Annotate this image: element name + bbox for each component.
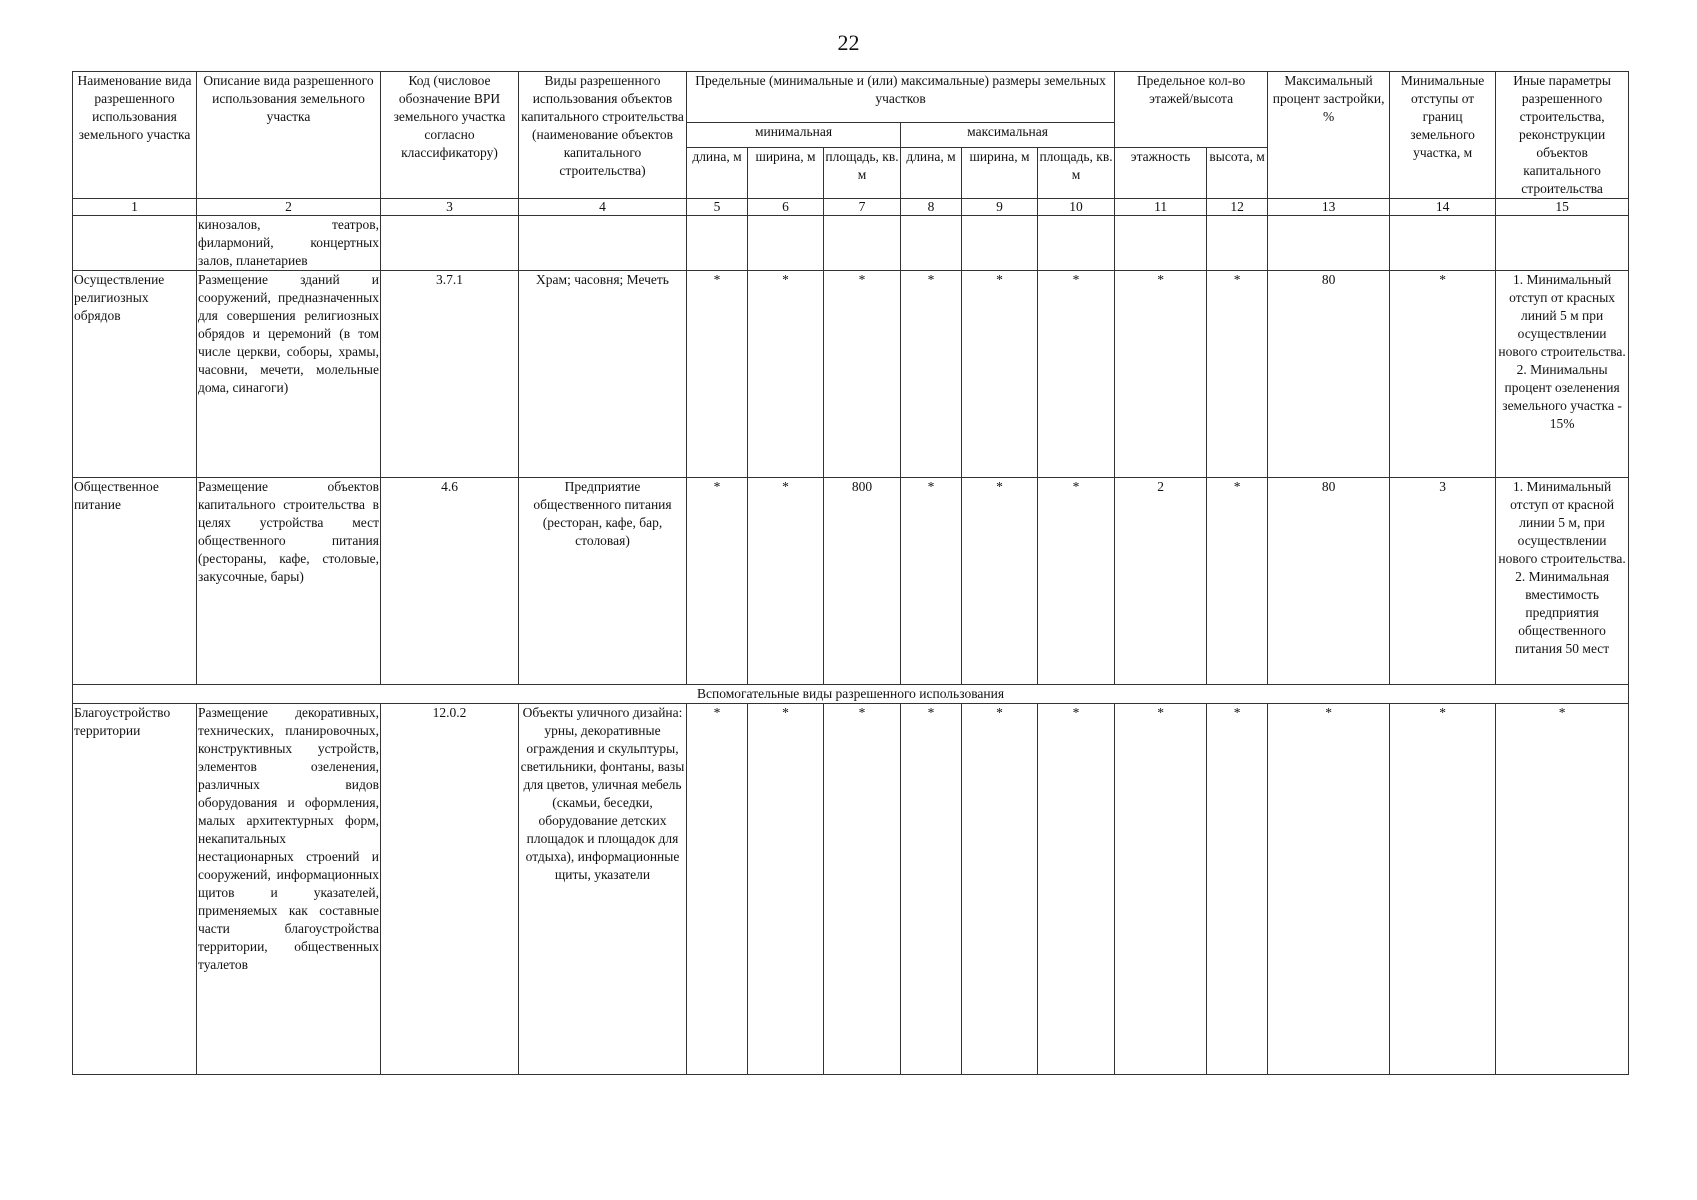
zoning-regulations-table — [72, 71, 1629, 1075]
section-row — [73, 685, 1629, 704]
column-number: 4 — [519, 199, 687, 216]
max-width-value: * — [962, 271, 1038, 478]
column-number: 11 — [1115, 199, 1207, 216]
header-code: Код (числовое обозначение ВРИ земельного участка согласно классификатору) — [381, 72, 519, 199]
use-name — [73, 216, 197, 271]
use-objects — [519, 216, 687, 271]
max-area-value: * — [1038, 271, 1115, 478]
max-length-value: * — [901, 478, 962, 685]
column-number: 8 — [901, 199, 962, 216]
header-max-width: ширина, м — [962, 148, 1038, 199]
column-number: 12 — [1207, 199, 1268, 216]
header-plot-size: Предельные (минимальные и (или) максимальные) размеры земельных участков — [687, 72, 1115, 123]
header-name: Наименование вида разрешенного использования земельного участка — [73, 72, 197, 199]
header-min-setback: Минимальные отступы от границ земельного участка, м — [1390, 72, 1496, 199]
column-number: 13 — [1268, 199, 1390, 216]
use-description: Размещение объектов капитального строительства в целях устройства мест общественного питания (рестораны, кафе, столовые, закусочные, бары) — [197, 478, 381, 685]
coverage-value: 80 — [1268, 271, 1390, 478]
column-number: 9 — [962, 199, 1038, 216]
max-length-value — [901, 216, 962, 271]
other-params — [1496, 216, 1629, 271]
use-code — [381, 216, 519, 271]
coverage-value — [1268, 216, 1390, 271]
max-area-value — [1038, 216, 1115, 271]
header-objects: Виды разрешенного использования объектов капитального строительства (наименование объектов капитального строительства) — [519, 72, 687, 199]
header-min-length: длина, м — [687, 148, 748, 199]
use-description: кинозалов, театров, филармоний, концертных залов, планетариев — [197, 216, 381, 271]
min-length-value — [687, 216, 748, 271]
header-description: Описание вида разрешенного использования земельного участка — [197, 72, 381, 199]
max-width-value — [962, 216, 1038, 271]
use-code: 12.0.2 — [381, 704, 519, 1075]
other-params: 1. Минимальный отступ от красной линии 5 м, при осуществлении нового строительства. 2. Минимальная вместимость предприятия общественного питания 50 мест — [1496, 478, 1629, 685]
min-width-value — [748, 216, 824, 271]
coverage-value: * — [1268, 704, 1390, 1075]
header-other-params: Иные параметры разрешенного строительства, реконструкции объектов капитального строительства — [1496, 72, 1629, 199]
floors-value: * — [1115, 271, 1207, 478]
column-number: 1 — [73, 199, 197, 216]
use-objects: Объекты уличного дизайна: урны, декоративные ограждения и скульптуры, светильники, фонтаны, вазы для цветов, уличная мебель (скамьи, беседки, оборудование детских площадок и площадок для отдыха), информационные щиты, указатели — [519, 704, 687, 1075]
other-params: * — [1496, 704, 1629, 1075]
column-number: 2 — [197, 199, 381, 216]
header-max-coverage: Максимальный процент застройки, % — [1268, 72, 1390, 199]
header-max-area: площадь, кв. м — [1038, 148, 1115, 199]
column-number: 3 — [381, 199, 519, 216]
height-value: * — [1207, 704, 1268, 1075]
use-code: 3.7.1 — [381, 271, 519, 478]
min-width-value: * — [748, 704, 824, 1075]
column-number: 5 — [687, 199, 748, 216]
setback-value: * — [1390, 271, 1496, 478]
header-min-area: площадь, кв. м — [824, 148, 901, 199]
use-name: Осуществление религиозных обрядов — [73, 271, 197, 478]
setback-value: 3 — [1390, 478, 1496, 685]
min-area-value: * — [824, 271, 901, 478]
max-width-value: * — [962, 478, 1038, 685]
min-area-value: 800 — [824, 478, 901, 685]
min-length-value: * — [687, 704, 748, 1075]
header-maximum: максимальная — [901, 122, 1115, 148]
other-params: 1. Минимальный отступ от красных линий 5 м при осуществлении нового строительства. 2. Минимальны процент озеленения земельного участка - 15% — [1496, 271, 1629, 478]
height-value: * — [1207, 271, 1268, 478]
setback-value: * — [1390, 704, 1496, 1075]
use-name: Общественное питание — [73, 478, 197, 685]
max-width-value: * — [962, 704, 1038, 1075]
column-numbers-row — [73, 199, 1629, 216]
page-number: 22 — [837, 30, 860, 55]
header-floors-height: Предельное кол-во этажей/высота — [1115, 72, 1268, 148]
column-number: 6 — [748, 199, 824, 216]
min-width-value: * — [748, 271, 824, 478]
floors-value: 2 — [1115, 478, 1207, 685]
coverage-value: 80 — [1268, 478, 1390, 685]
height-value — [1207, 216, 1268, 271]
floors-value: * — [1115, 704, 1207, 1075]
table-row — [73, 478, 1629, 685]
column-number: 14 — [1390, 199, 1496, 216]
max-length-value: * — [901, 704, 962, 1075]
floors-value — [1115, 216, 1207, 271]
use-description: Размещение декоративных, технических, планировочных, конструктивных устройств, элементов озеленения, различных видов оборудования и оформления, малых архитектурных форм, некапитальных нестационарных строений и сооружений, информационных щитов и указателей, применяемых как составные части благоустройства территории, общественных туалетов — [197, 704, 381, 1075]
use-objects: Предприятие общественного питания (ресторан, кафе, бар, столовая) — [519, 478, 687, 685]
use-code: 4.6 — [381, 478, 519, 685]
max-length-value: * — [901, 271, 962, 478]
column-number: 7 — [824, 199, 901, 216]
min-length-value: * — [687, 271, 748, 478]
table-row — [73, 704, 1629, 1075]
max-area-value: * — [1038, 704, 1115, 1075]
header-floors: этажность — [1115, 148, 1207, 199]
height-value: * — [1207, 478, 1268, 685]
header-minimum: минимальная — [687, 122, 901, 148]
header-max-length: длина, м — [901, 148, 962, 199]
use-description: Размещение зданий и сооружений, предназначенных для совершения религиозных обрядов и церемоний (в том числе церкви, соборы, храмы, часовни, мечети, молельные дома, синагоги) — [197, 271, 381, 478]
header-height: высота, м — [1207, 148, 1268, 199]
min-length-value: * — [687, 478, 748, 685]
min-width-value: * — [748, 478, 824, 685]
max-area-value: * — [1038, 478, 1115, 685]
table-row — [73, 216, 1629, 271]
use-name: Благоустройство территории — [73, 704, 197, 1075]
section-title: Вспомогательные виды разрешенного использования — [73, 685, 1629, 704]
min-area-value: * — [824, 704, 901, 1075]
setback-value — [1390, 216, 1496, 271]
column-number: 15 — [1496, 199, 1629, 216]
header-min-width: ширина, м — [748, 148, 824, 199]
min-area-value — [824, 216, 901, 271]
table-row — [73, 271, 1629, 478]
column-number: 10 — [1038, 199, 1115, 216]
use-objects: Храм; часовня; Мечеть — [519, 271, 687, 478]
